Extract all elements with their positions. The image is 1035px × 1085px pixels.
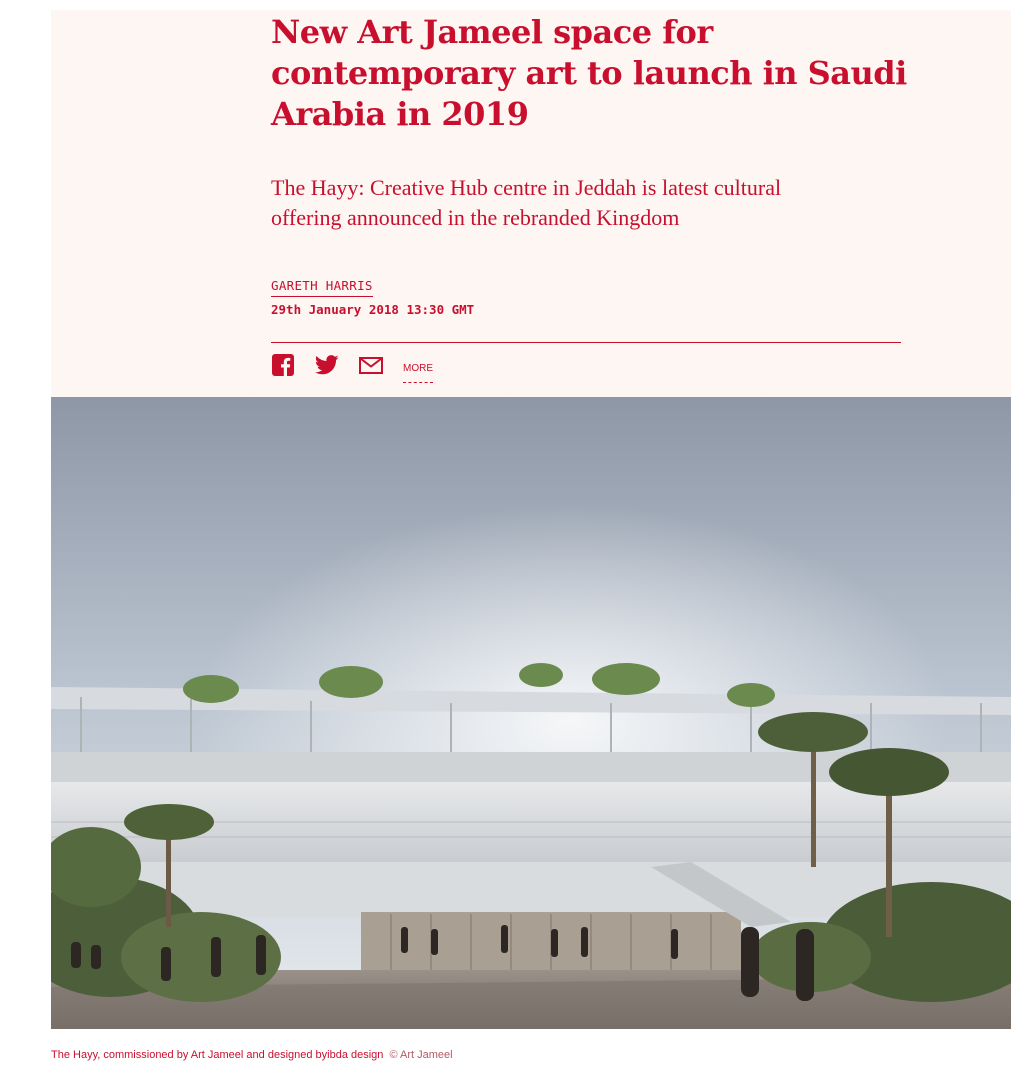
article-standfirst: The Hayy: Creative Hub centre in Jeddah is latest cultural offering announced in the rebranded Kingdom <box>271 175 782 230</box>
twitter-icon <box>315 355 339 375</box>
image-credit: © Art Jameel <box>389 1049 453 1061</box>
facebook-share-button[interactable] <box>272 354 294 376</box>
building-rendering-image <box>51 397 1011 1029</box>
article-headline: New Art Jameel space for contemporary art to launch in Saudi Arabia in 2019 <box>271 13 907 133</box>
author-link[interactable]: GARETH HARRIS <box>271 278 373 297</box>
article-hero-image <box>51 397 1011 1029</box>
header-divider <box>271 342 901 343</box>
more-share-button[interactable]: MORE <box>403 358 433 383</box>
email-share-button[interactable] <box>359 354 383 376</box>
facebook-icon <box>272 354 294 376</box>
publish-date: 29th January 2018 13:30 GMT <box>271 302 475 317</box>
image-caption <box>51 1047 453 1063</box>
twitter-share-button[interactable] <box>315 354 339 376</box>
email-icon <box>359 357 383 374</box>
caption-text: The Hayy, commissioned by Art Jameel and designed byibda design <box>51 1049 384 1061</box>
